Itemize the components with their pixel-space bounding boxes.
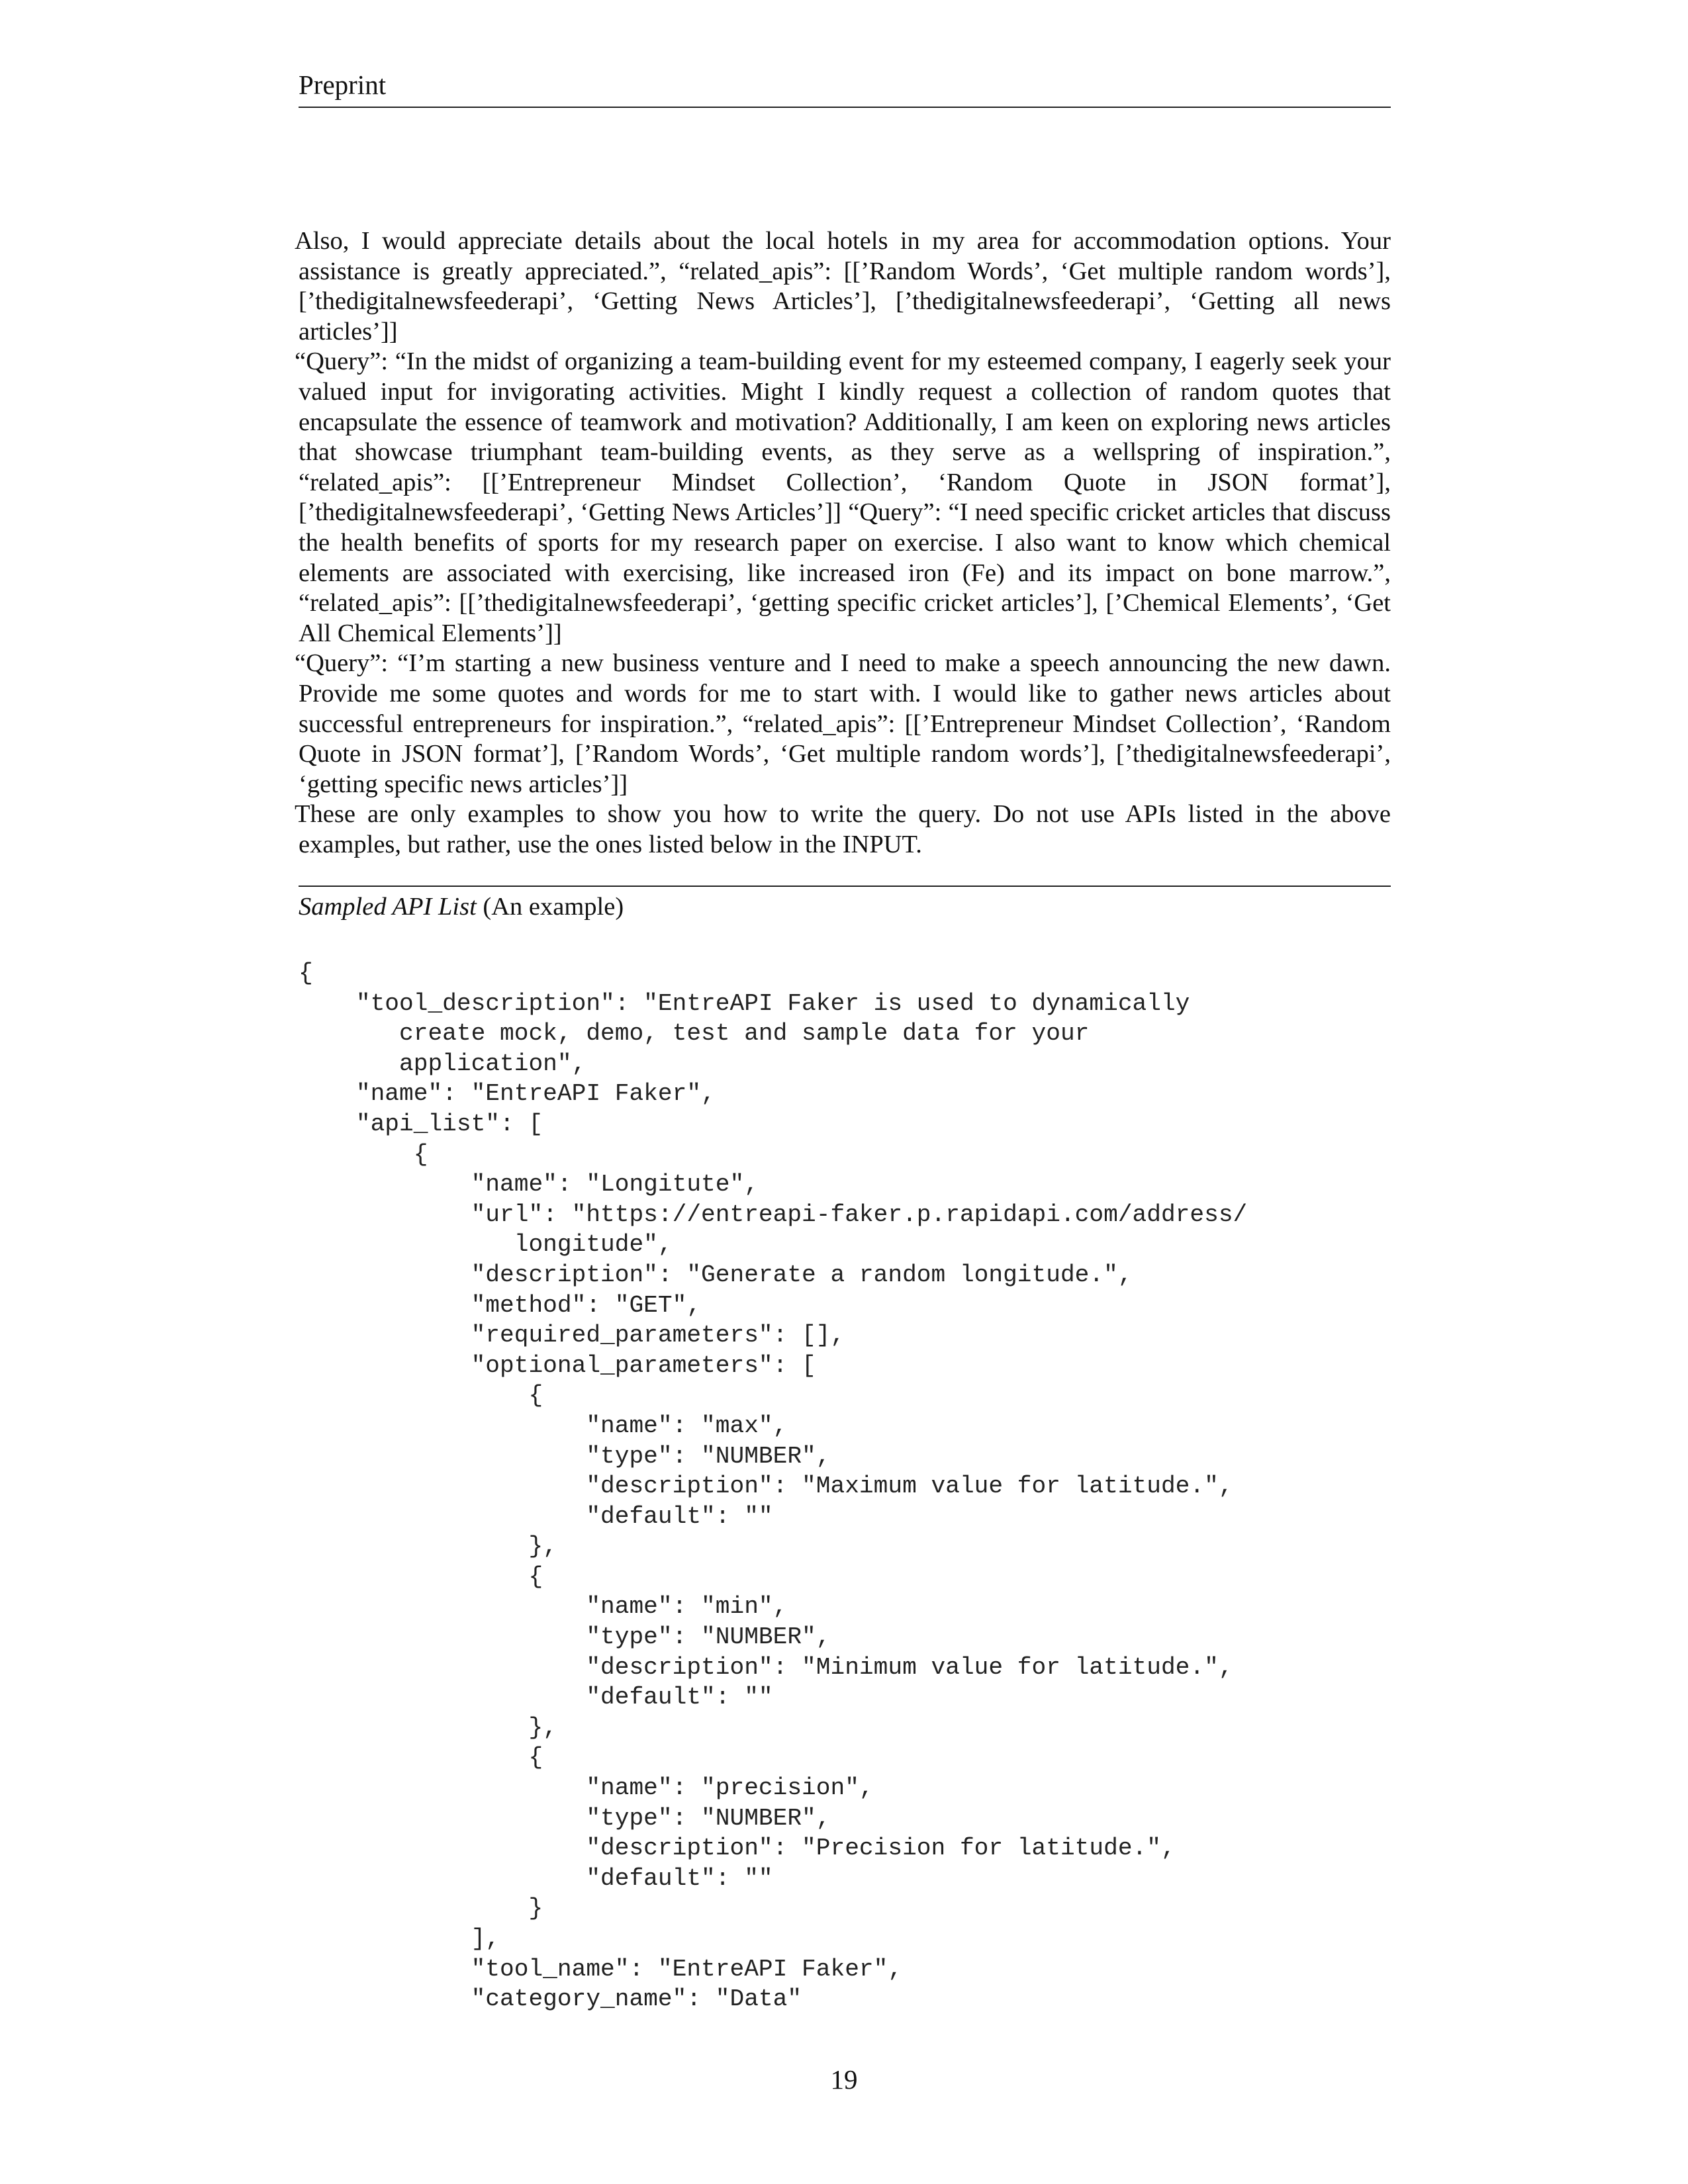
paragraph-3: “Query”: “I’m starting a new business venture and I need to make a speech announcing the new dawn. Provide me some quotes and words for me to start with. I would like to gather news articles about successful entrepreneurs for inspiration.”, “related_apis”: [[’Entrepreneur Mindset Collection’, ‘Random Quote in JSON format’], [’Random Words’, ‘Get multiple random words’], [’thedigitalnewsfeederapi’, ‘getting specific news articles’]]	[295, 649, 1391, 798]
section-title	[299, 892, 1391, 923]
api-list-code-block: { "tool_description": "EntreAPI Faker is used to dynamically create mock, demo, test and sample data for your application", "name": "EntreAPI Faker", "api_list": [ { "name": "Longitute", "url": "https://entreapi-faker.p.rapidapi.com/address/ longitude", "description": "Generate a random longitude.", "method": "GET", "required_parameters": [], "optional_parameters": [ { "name": "max", "type": "NUMBER", "description": "Maximum value for latitude.", "default": "" }, { "name": "min", "type": "NUMBER", "description": "Minimum value for latitude.", "default": "" }, { "name": "precision", "type": "NUMBER", "description": "Precision for latitude.", "default": "" } ], "tool_name": "EntreAPI Faker", "category_name": "Data"	[299, 960, 1248, 2013]
paragraph-4: These are only examples to show you how to write the query. Do not use APIs listed in the above examples, but rather, use the ones listed below in the INPUT.	[295, 800, 1391, 858]
section-rule	[299, 886, 1391, 887]
paragraph-1: Also, I would appreciate details about the local hotels in my area for accommodation options. Your assistance is greatly appreciated.”, “related_apis”: [[’Random Words’, ‘Get multiple random words’], [’thedigitalnewsfeederapi’, ‘Getting News Articles’], [’thedigitalnewsfeederapi’, ‘Getting all news articles’]]	[295, 227, 1391, 345]
section-title-suffix: (An example)	[476, 893, 624, 921]
paragraph-2: “Query”: “In the midst of organizing a team-building event for my esteemed company, I eagerly seek your valued input for invigorating activities. Might I kindly request a collection of random quotes that encapsulate the essence of teamwork and motivation? Additionally, I am keen on exploring news articles that showcase triumphant team-building events, as they serve as a wellspring of inspiration.”, “related_apis”: [[’Entrepreneur Mindset Collection’, ‘Random Quote in JSON format’], [’thedigitalnewsfeederapi’, ‘Getting News Articles’]] “Query”: “I need specific cricket articles that discuss the health benefits of sports for my research paper on exercise. I also want to know which chemical elements are associated with exercising, like increased iron (Fe) and its impact on bone marrow.”, “related_apis”: [[’thedigitalnewsfeederapi’, ‘getting specific cricket articles’], [’Chemical Elements’, ‘Get All Chemical Elements’]]	[295, 347, 1391, 647]
prompt-examples-text	[295, 226, 1391, 860]
page-number: 19	[830, 2064, 858, 2095]
header-rule	[299, 107, 1391, 108]
section-title-italic: Sampled API List	[299, 893, 477, 921]
running-header: Preprint	[299, 69, 387, 100]
